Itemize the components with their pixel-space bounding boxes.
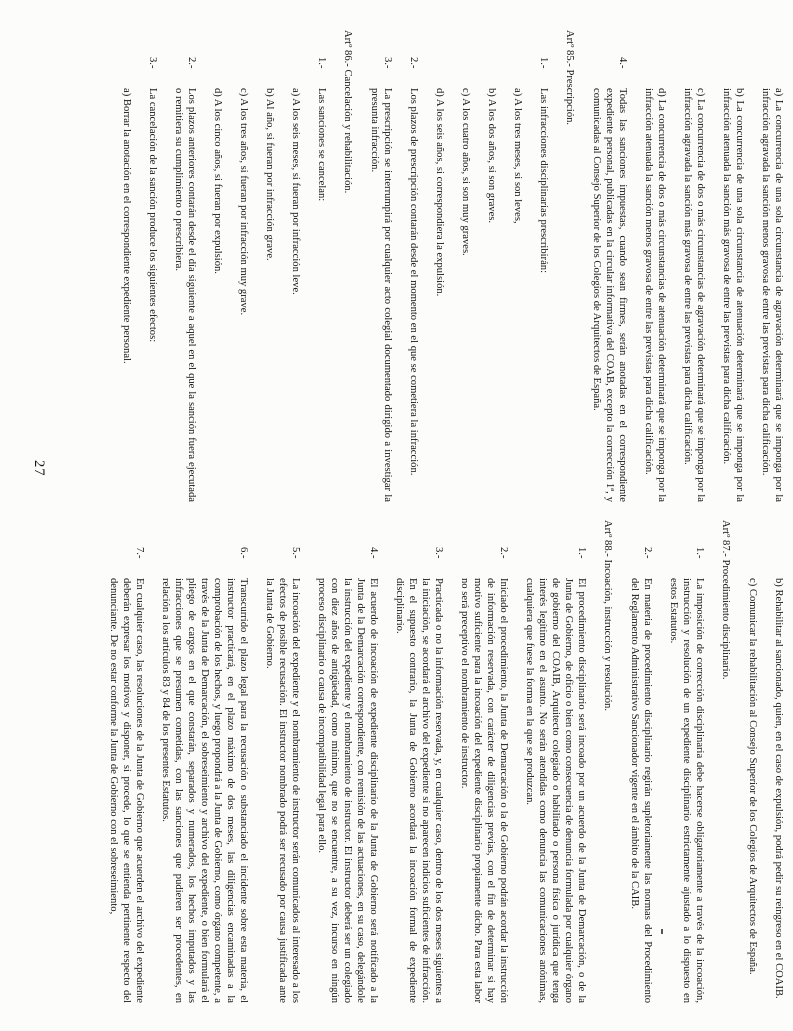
numbered-item: [315, 520, 380, 1003]
item-text: Transcurrido el plazo legal para la recusación o substanciado el incidente sobre esta materia, el instructor practicará, en el plazo máximo de dos meses, las diligencias encaminadas a la comprobación de los hechos, y luego propondrá a la Junta de Gobierno, como órgano competente, a través de la Junta de Demarcación, el sobreseimiento y archivo del expediente, o bien formulará el pliego de cargos en el que constarán, separados y numerados, los hechos imputados y las infracciones que se presumen cometidas, con las sanciones que pudieren ser procedentes, en relación a los artículos 83 y 84 de los presentes Estatutos.: [160, 578, 249, 1003]
article-heading: Artº 86.- Cancelación y rehabilitación.: [342, 30, 353, 194]
item-number: 1.-: [316, 57, 327, 69]
lettered-item: b) Rehabilitar al sancionado, quien, en el caso de expulsión, podrá pedir su reingreso en el COAIB.: [773, 578, 784, 999]
article-heading: Artº 88.- Incoación, instrucción y resolución.: [602, 520, 613, 711]
lettered-item: b) A los dos años, si son graves.: [486, 88, 497, 224]
item-text: En materia de procedimiento disciplinario regirán supletoriamente las normas del Procedimiento del Reglamento Administrativo Sancionador vigente en el ámbito de la CAIB.: [629, 578, 653, 1003]
text-column-right: [94, 520, 785, 1003]
text-column-left: [107, 30, 785, 502]
lettered-item: c) A los tres años, si fueran por infracción muy grave.: [238, 88, 249, 316]
item-number: 4.-: [368, 547, 379, 559]
item-number: 1.-: [576, 547, 587, 559]
numbered-item: [537, 30, 550, 502]
lettered-item: d) La concurrencia de dos o más circunstancias de atenuación determinará que se imponga por la infracción atenuada la sanción menos gravosa de entre las previstas para dicha calificación.: [643, 88, 667, 502]
lettered-item: a) Borrar la anotación en el correspondiente expediente personal.: [121, 88, 132, 364]
lettered-item: a) A los tres meses, si son leves,: [512, 88, 523, 224]
numbered-item: [628, 520, 654, 1003]
numbered-item: [590, 30, 629, 502]
item-number: 1.-: [694, 547, 705, 559]
item-number: 3.-: [433, 547, 444, 559]
item-number: 3.-: [147, 57, 158, 69]
lettered-item: d) A los cinco años, si fueran por expulsión.: [212, 88, 223, 274]
numbered-item: [146, 30, 159, 502]
item-number: 3.-: [382, 57, 393, 69]
lettered-item: b) Al año, si fueran por infracción grave.: [264, 88, 275, 261]
item-text: Los plazos anteriores contarán desde el día siguiente a aquel en el que la sanción fuera ejecutada o remitiera su cumplimiento o prescribiera.: [173, 88, 197, 502]
numbered-item: [172, 30, 198, 502]
item-text: La prescripción se interrumpirá por cualquier acto colegial documentado dirigido a investigar la presunta infracción.: [369, 88, 393, 502]
item-text: Practicada o no la información reservada, y, en cualquier caso, dentro de los dos meses siguientes a la iniciación, se acordará el archivo del expediente si no aparecen indicios suficientes de infracción. En el supuesto contrario, la Junta de Gobierno acordará la incoación formal de expediente disciplinario.: [394, 578, 444, 1003]
item-number: 2.-: [186, 57, 197, 69]
item-text: La cancelación de la sanción produce los siguientes efectos:: [147, 88, 158, 343]
article-heading: Artº 87.- Procedimiento disciplinario.: [720, 520, 731, 680]
item-number: 7.-: [134, 547, 145, 559]
item-number: 6.-: [238, 547, 249, 559]
item-number: 4.-: [617, 57, 628, 69]
item-text: El acuerdo de incoación de expediente disciplinario de la Junta de Gobierno será notificado a la Junta de la Demarcación correspondiente, con remisión de las actuaciones, en su caso, delegándole la instrucción del expediente y el nombramiento de instructor. El instructor deberá ser un colegiado con diez años de antigüedad, como mínimo, que no se encuentre, a su vez, incurso en ningún proceso disciplinario o causa de incompatibilidad legal para ello.: [316, 578, 379, 1003]
lettered-item: a) A los seis meses, si fueran por infracción leve.: [290, 88, 301, 295]
lettered-item: b) La concurrencia de una sola circunstancia de atenuación determinará que se imponga por la infracción atenuada la sanción más gravosa de entre las previstas para dicha calificación.: [721, 88, 745, 502]
lettered-item: d) A los seis años, si correspondiera la expulsión.: [434, 88, 445, 297]
lettered-item: c) La concurrencia de dos o más circunstancias de agravación determinará que se imponga por la infracción agravada la sanción más gravosa de entre las previstas para dicha calificación.: [682, 88, 706, 502]
item-text: Los plazos de prescripción contarán desde el momento en el que se cometiera la infracción.: [408, 88, 419, 476]
item-text: Las sanciones se cancelan:: [316, 88, 327, 202]
lettered-item: c) A los cuatro años, si son muy graves.: [460, 88, 471, 256]
numbered-item: [263, 520, 302, 1003]
item-text: La incoación del expediente y el nombramiento de instructor serán comunicados al interesado a los efectos de posible recusación. El instructor nombrado podrá ser recusado por causa justificada ante la Junta de Gobierno.: [264, 578, 301, 1003]
numbered-item: [523, 520, 588, 1003]
item-text: Iniciado el procedimiento, la Junta de Demarcación o la de Gobierno podrán acordar la instrucción de información reservada, con carácter de diligencias previas, con el fin de determinar si hay motivo suficiente para la incoación del expediente disciplinario propiamente dicho. Para esta labor no será preceptivo el nombramiento de instructor.: [459, 578, 509, 1003]
numbered-item: [159, 520, 250, 1003]
numbered-item: [393, 520, 445, 1003]
item-text: El procedimiento disciplinario será incoado por un acuerdo de la Junta de Demarcación, o de la Junta de Gobierno, de oficio o bien como consecuencia de denuncia formulada por cualquier órgano de gobierno del COAIB, Arquitecto colegiado o habilitado o persona física o jurídica que tenga interés legítimo en el asunto. No serán atendidas como denuncia las comunicaciones anónimas, cualquiera que fuese la forma en la que se produzcan.: [524, 578, 587, 1003]
numbered-item: [667, 520, 706, 1003]
item-text: En cualquier caso, las resoluciones de la Junta de Gobierno que acuerden el archivo del expediente deberán expresar los motivos y disponer, si procede, lo que se entienda pertinente respecto del denunciante. De no estar conforme la Junta de Gobierno con el sobreseimiento,: [108, 578, 145, 1003]
item-text: Las infracciones disciplinarias prescribirán:: [538, 88, 549, 274]
scan-artifact-mark: [662, 929, 664, 934]
numbered-item: [107, 520, 146, 1003]
item-text: Todas las sanciones impuestas, cuando sean firmes, serán anotadas en el correspondiente expediente personal, publicadas en la circular informativa del COAB, excepto la corrección 1ª, y comunicadas al Consejo Superior de los Colegios de Arquitectos de España.: [591, 88, 628, 502]
numbered-item: [368, 30, 394, 502]
item-text: La imposición de corrección disciplinaria debe hacerse obligatoriamente a través de la incoación, instrucción y resolución de un expediente disciplinario estrictamente ajustado a lo dispuesto en estos Estatutos.: [668, 578, 705, 1003]
numbered-item: [458, 520, 510, 1003]
lettered-item: a) La concurrencia de una sola circunstancia de agravación determinará que se imponga por la infracción agravada la sanción menos gravosa de entre las previstas para dicha calificación.: [760, 88, 784, 502]
article-heading: Artº 85.- Prescripción.: [564, 30, 575, 126]
item-number: 1.-: [538, 57, 549, 69]
item-number: 2.-: [642, 547, 653, 559]
numbered-item: [315, 30, 328, 502]
item-number: 2.-: [498, 547, 509, 559]
lettered-item: c) Comunicar la rehabilitación al Consejo Superior de los Colegios de Arquitectos de España.: [747, 578, 758, 975]
page-number: 27: [31, 460, 47, 477]
numbered-item: [407, 30, 420, 502]
item-number: 5.-: [290, 547, 301, 559]
item-number: 2.-: [408, 57, 419, 69]
